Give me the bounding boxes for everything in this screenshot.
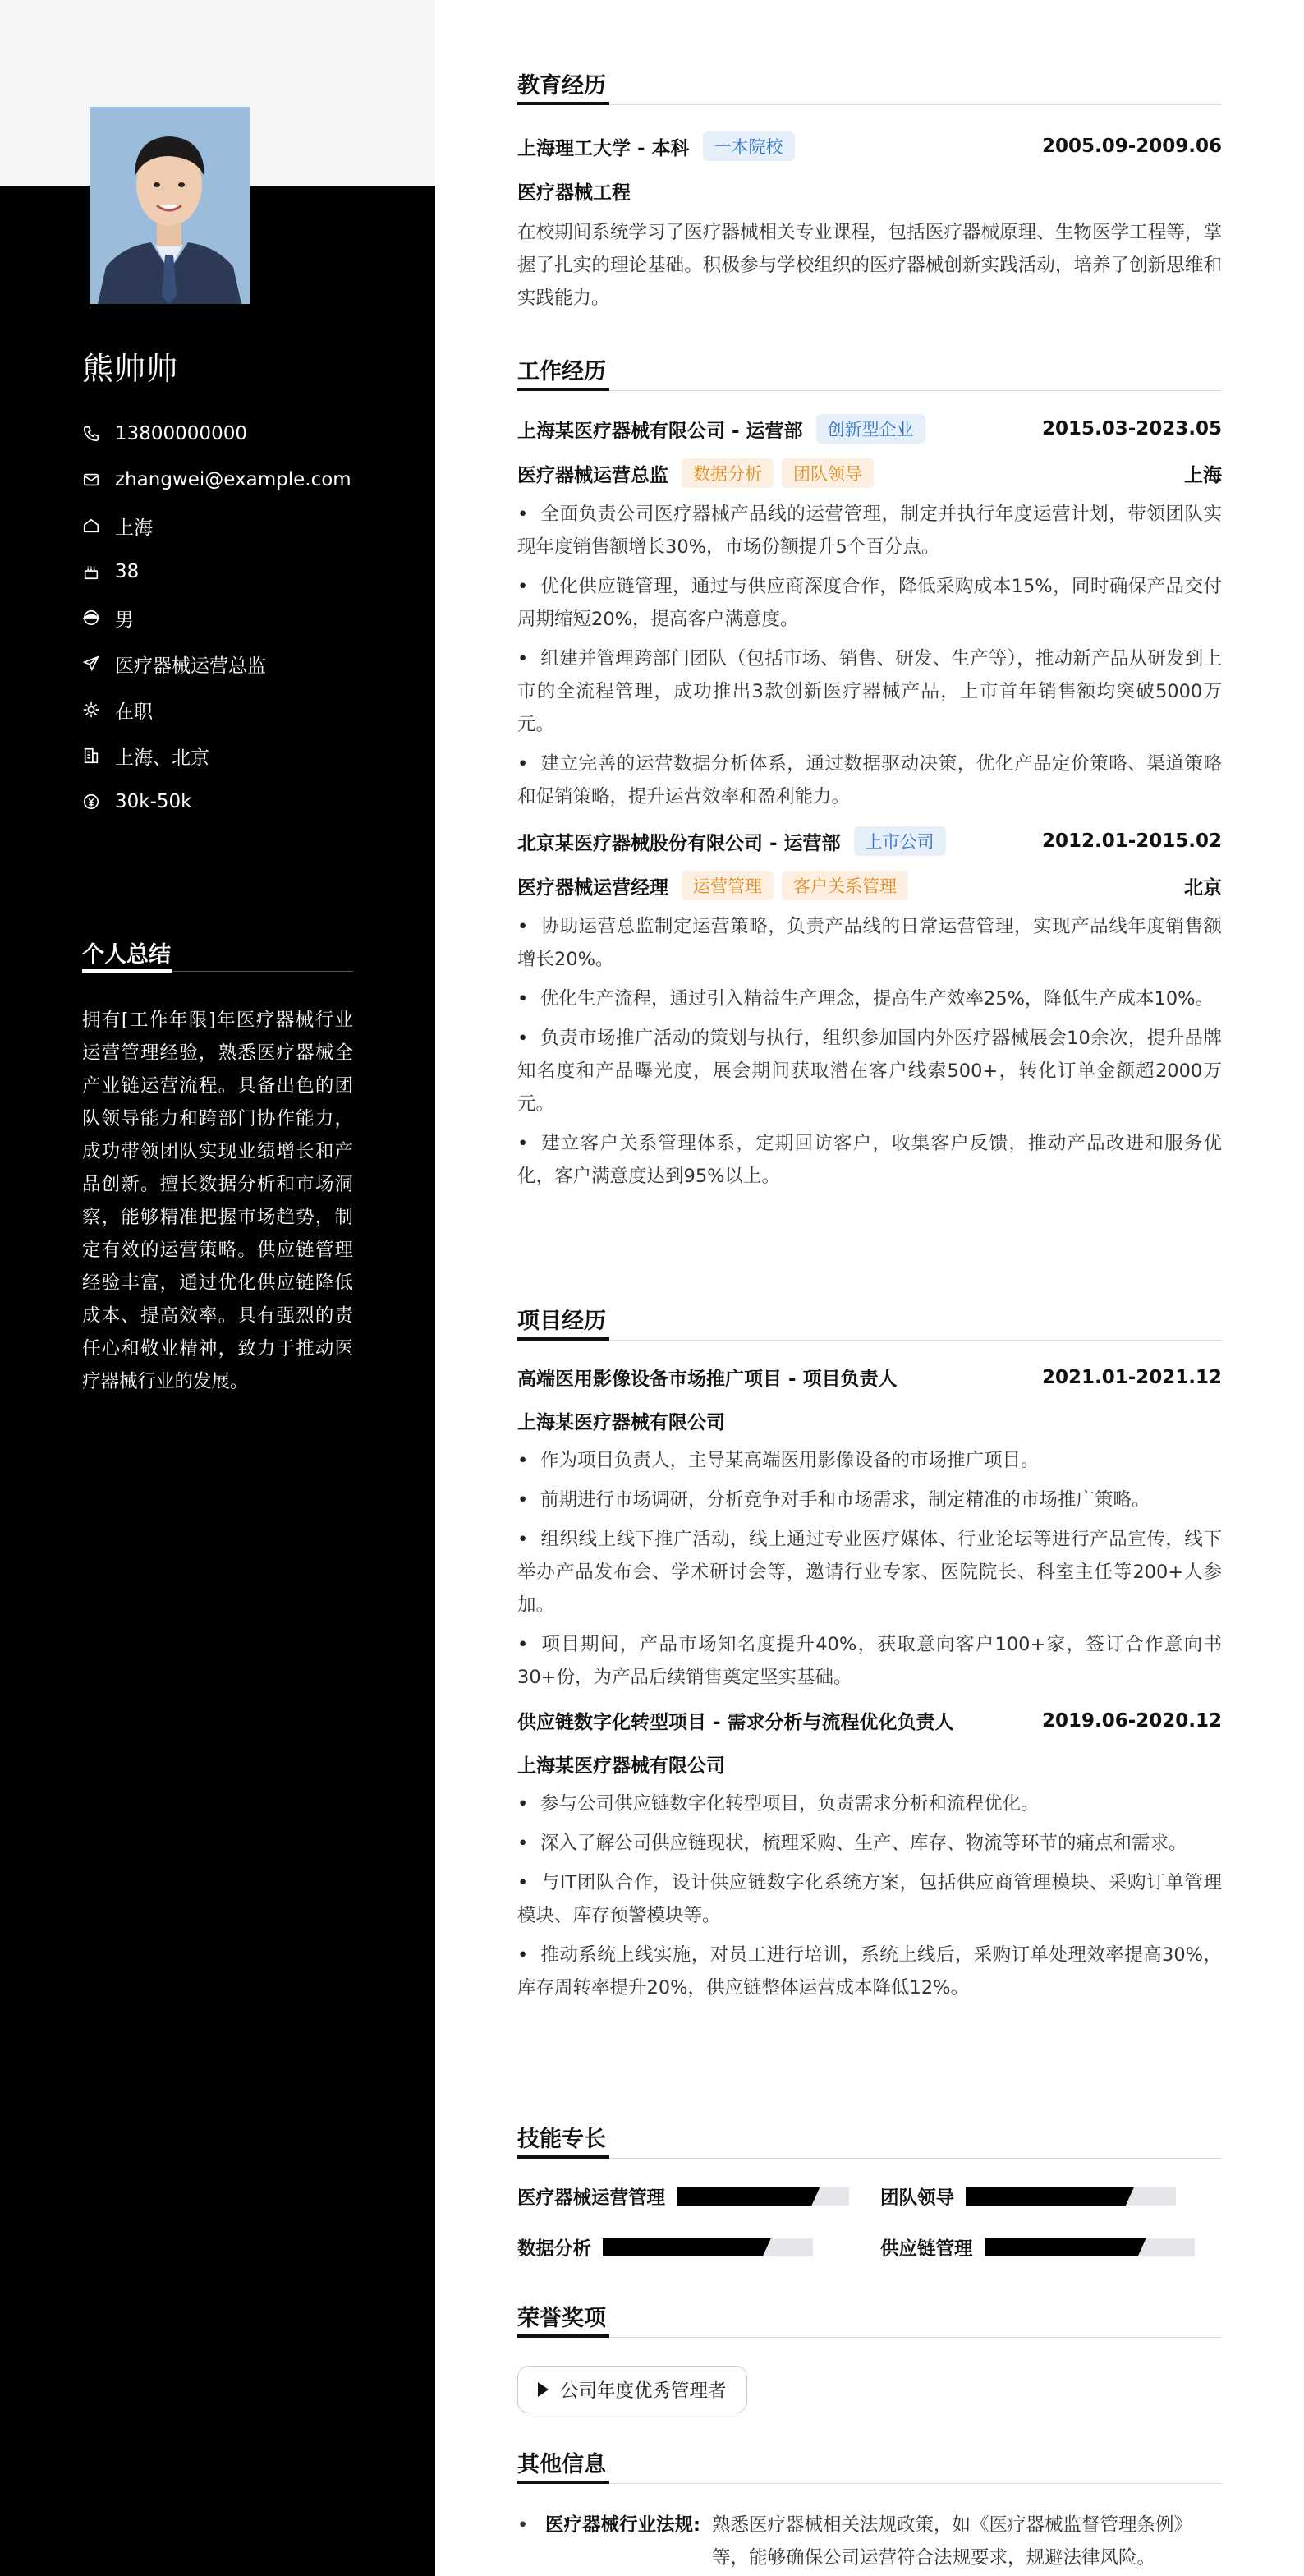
sidebar [0, 0, 435, 2576]
list-item: • 深入了解公司供应链现状，梳理采购、生产、库存、物流等环节的痛点和需求。 [517, 1833, 1187, 1854]
job-role-row [517, 458, 1222, 488]
project-bullets [517, 1444, 1222, 1694]
company-name: 上海某医疗器械有限公司 - 运营部 [517, 420, 803, 442]
project-header [517, 1364, 1222, 1391]
project-name: 供应链数字化转型项目 - 需求分析与流程优化负责人 [517, 1712, 954, 1733]
project-org: 上海某医疗器械有限公司 [517, 1412, 725, 1433]
skill-bar-fill [677, 2187, 820, 2206]
contact-info-list [82, 411, 411, 825]
skill-grid [517, 2183, 1222, 2261]
mail-icon [82, 471, 115, 489]
job-entry [517, 826, 1222, 1193]
phone-icon [82, 425, 115, 443]
list-item: • 全面负责公司医疗器械产品线的运营管理，制定并执行年度运营计划，带领团队实现年度销售额增长30%，市场份额提升5个百分点。 [517, 504, 1222, 558]
section-title: 技能专长 [517, 2127, 606, 2152]
job-role-row [517, 871, 1222, 900]
gender-icon [82, 609, 115, 627]
other-label: 医疗器械行业法规: [545, 2514, 700, 2536]
info-text: 30k-50k [115, 791, 192, 812]
skill-bar-fill [603, 2238, 771, 2256]
skill-item [880, 2183, 1222, 2210]
skill-item [517, 2234, 880, 2261]
project-date: 2021.01-2021.12 [1041, 1366, 1222, 1388]
list-item [517, 2509, 1222, 2574]
project-bullets [517, 1787, 1222, 2004]
info-text: 在职 [115, 701, 153, 723]
skill-bar [603, 2238, 813, 2256]
skill-tag: 运营管理 [682, 871, 774, 900]
school-name: 上海理工大学 - 本科 [517, 137, 690, 159]
info-age [82, 549, 411, 595]
age-icon [82, 563, 115, 581]
section-title: 荣誉奖项 [517, 2306, 606, 2331]
job-role: 医疗器械运营总监 [517, 464, 668, 486]
section-title: 工作经历 [517, 359, 606, 384]
info-text: 13800000000 [115, 423, 247, 444]
info-position [82, 641, 411, 687]
education-section [517, 67, 1222, 315]
job-header [517, 414, 1222, 444]
skill-item [517, 2183, 880, 2210]
list-item: • 与IT团队合作，设计供应链数字化系统方案，包括供应商管理模块、采购订单管理模块、库存预警模块等。 [517, 1872, 1222, 1926]
job-role: 医疗器械运营经理 [517, 876, 668, 899]
list-item: • 推动系统上线实施，对员工进行培训，系统上线后，采购订单处理效率提高30%，库存周转率提升20%，供应链整体运营成本降低12%。 [517, 1944, 1222, 1999]
info-status [82, 687, 411, 733]
skill-bar [677, 2187, 849, 2206]
skills-section [517, 2121, 1222, 2261]
salary-icon [82, 793, 115, 811]
education-header [517, 131, 1222, 161]
other-text: 熟悉医疗器械相关法规政策，如《医疗器械监督管理条例》等，能够确保公司运营符合法规要求，规避法律风险。 [712, 2514, 1193, 2569]
list-item: • 优化生产流程，通过引入精益生产理念，提高生产效率25%，降低生产成本10%。 [517, 988, 1214, 1010]
skill-tag: 团队领导 [782, 458, 874, 488]
summary-title-underline [82, 969, 172, 973]
skill-bar-fill [985, 2238, 1146, 2256]
skill-bar [985, 2238, 1195, 2256]
project-org: 上海某医疗器械有限公司 [517, 1755, 725, 1777]
list-item: • 建立完善的运营数据分析体系，通过数据驱动决策，优化产品定价策略、渠道策略和促销策略，提升运营效率和盈利能力。 [517, 753, 1222, 807]
info-text: 38 [115, 561, 140, 582]
skill-tag: 数据分析 [682, 458, 774, 488]
project-org-row [517, 1750, 1222, 1778]
company-name: 北京某医疗器械股份有限公司 - 运营部 [517, 832, 841, 854]
section-rule [517, 102, 1222, 105]
info-work-city [82, 733, 411, 779]
project-header [517, 1707, 1222, 1734]
major-name: 医疗器械工程 [517, 182, 631, 204]
skill-label: 医疗器械运营管理 [517, 2187, 666, 2209]
list-item: • 参与公司供应链数字化转型项目，负责需求分析和流程优化。 [517, 1793, 1040, 1815]
list-item: • 前期进行市场调研，分析竞争对手和市场需求，制定精准的市场推广策略。 [517, 1489, 1150, 1511]
other-section [517, 2446, 1222, 2574]
work-section [517, 353, 1222, 1199]
job-header [517, 826, 1222, 856]
project-entry [517, 1364, 1222, 1694]
summary-text: 拥有[工作年限]年医疗器械行业运营管理经验，熟悉医疗器械全产业链运营流程。具备出色的团队领导能力和跨部门协作能力，成功带领团队实现业绩增长和产品创新。擅长数据分析和市场洞察，能够精准把握市场趋势，制定有效的运营策略。供应链管理经验丰富，通过优化供应链降低成本、提高效率。具有强烈的责任心和敬业精神，致力于推动医疗器械行业的发展。 [82, 1010, 353, 1392]
info-email [82, 457, 411, 503]
school-tag: 一本院校 [703, 131, 795, 161]
list-item: • 组织线上线下推广活动，线上通过专业医疗媒体、行业论坛等进行产品宣传，线下举办产品发布会、学术研讨会等，邀请行业专家、医院院长、科室主任等200+人参加。 [517, 1529, 1222, 1616]
send-icon [82, 655, 115, 673]
status-icon [82, 701, 115, 719]
projects-section [517, 1303, 1222, 2011]
info-city [82, 503, 411, 549]
company-tag: 上市公司 [854, 826, 946, 856]
skill-label: 数据分析 [517, 2238, 592, 2260]
company-tag: 创新型企业 [816, 414, 925, 444]
section-rule [517, 1337, 1222, 1341]
list-item: • 项目期间，产品市场知名度提升40%，获取意向客户100+家，签订合作意向书30+份，为产品后续销售奠定坚实基础。 [517, 1634, 1222, 1688]
skill-label: 供应链管理 [880, 2238, 973, 2260]
summary-title: 个人总结 [82, 942, 171, 968]
skill-tag: 客户关系管理 [782, 871, 908, 900]
info-text: 上海、北京 [115, 747, 209, 769]
section-rule [517, 2155, 1222, 2159]
section-title: 教育经历 [517, 73, 606, 99]
skill-label: 团队领导 [880, 2187, 955, 2209]
info-text: zhangwei@example.com [115, 469, 351, 490]
info-text: 上海 [115, 517, 153, 539]
project-entry [517, 1707, 1222, 2004]
job-entry [517, 414, 1222, 813]
project-name: 高端医用影像设备市场推广项目 - 项目负责人 [517, 1368, 898, 1390]
major-row [517, 177, 1222, 205]
profile-name: 熊帅帅 [82, 351, 179, 387]
list-item: • 建立客户关系管理体系，定期回访客户，收集客户反馈，推动产品改进和服务优化，客户满意度达到95%以上。 [517, 1133, 1222, 1187]
skill-bar-fill [966, 2187, 1134, 2206]
info-text: 男 [115, 609, 134, 631]
building-icon [82, 747, 115, 765]
award-label: 公司年度优秀管理者 [560, 2380, 727, 2402]
list-item: • 组建并管理跨部门团队（包括市场、销售、研发、生产等），推动新产品从研发到上市的全流程管理，成功推出3款创新医疗器械产品，上市首年销售额均突破5000万元。 [517, 648, 1222, 735]
education-desc: 在校期间系统学习了医疗器械相关专业课程，包括医疗器械原理、生物医学工程等，掌握了扎实的理论基础。积极参与学校组织的医疗器械创新实践活动，培养了创新思维和实践能力。 [517, 222, 1222, 309]
section-rule [517, 2334, 1222, 2338]
info-gender [82, 595, 411, 641]
avatar [90, 107, 250, 304]
info-salary [82, 779, 411, 825]
skill-item [880, 2234, 1222, 2261]
list-item: • 作为项目负责人，主导某高端医用影像设备的市场推广项目。 [517, 1450, 1040, 1471]
bullet: • [517, 2514, 529, 2536]
home-icon [82, 517, 115, 535]
award-item[interactable] [517, 2366, 747, 2413]
job-city: 北京 [1184, 876, 1222, 899]
job-bullets [517, 910, 1222, 1193]
section-rule [517, 2481, 1222, 2484]
project-org-row [517, 1407, 1222, 1434]
list-item: • 负责市场推广活动的策划与执行，组织参加国内外医疗器械展会10余次，提升品牌知名度和产品曝光度，展会期间获取潜在客户线索500+，转化订单金额超2000万元。 [517, 1028, 1222, 1115]
section-title: 项目经历 [517, 1309, 606, 1334]
info-phone [82, 411, 411, 457]
job-city: 上海 [1184, 464, 1222, 486]
job-date: 2012.01-2015.02 [1041, 830, 1222, 852]
job-date: 2015.03-2023.05 [1041, 418, 1222, 439]
play-icon [538, 2382, 549, 2397]
project-date: 2019.06-2020.12 [1041, 1709, 1222, 1732]
section-title: 其他信息 [517, 2452, 606, 2477]
list-item: • 协助运营总监制定运营策略，负责产品线的日常运营管理，实现产品线年度销售额增长20%。 [517, 916, 1222, 970]
education-date: 2005.09-2009.06 [1041, 136, 1222, 157]
job-bullets [517, 498, 1222, 813]
skill-bar [966, 2187, 1176, 2206]
section-rule [517, 388, 1222, 391]
list-item: • 优化供应链管理，通过与供应商深度合作，降低采购成本15%，同时确保产品交付周期缩短20%，提高客户满意度。 [517, 576, 1222, 630]
awards-section [517, 2300, 1222, 2413]
info-text: 医疗器械运营总监 [115, 655, 266, 677]
